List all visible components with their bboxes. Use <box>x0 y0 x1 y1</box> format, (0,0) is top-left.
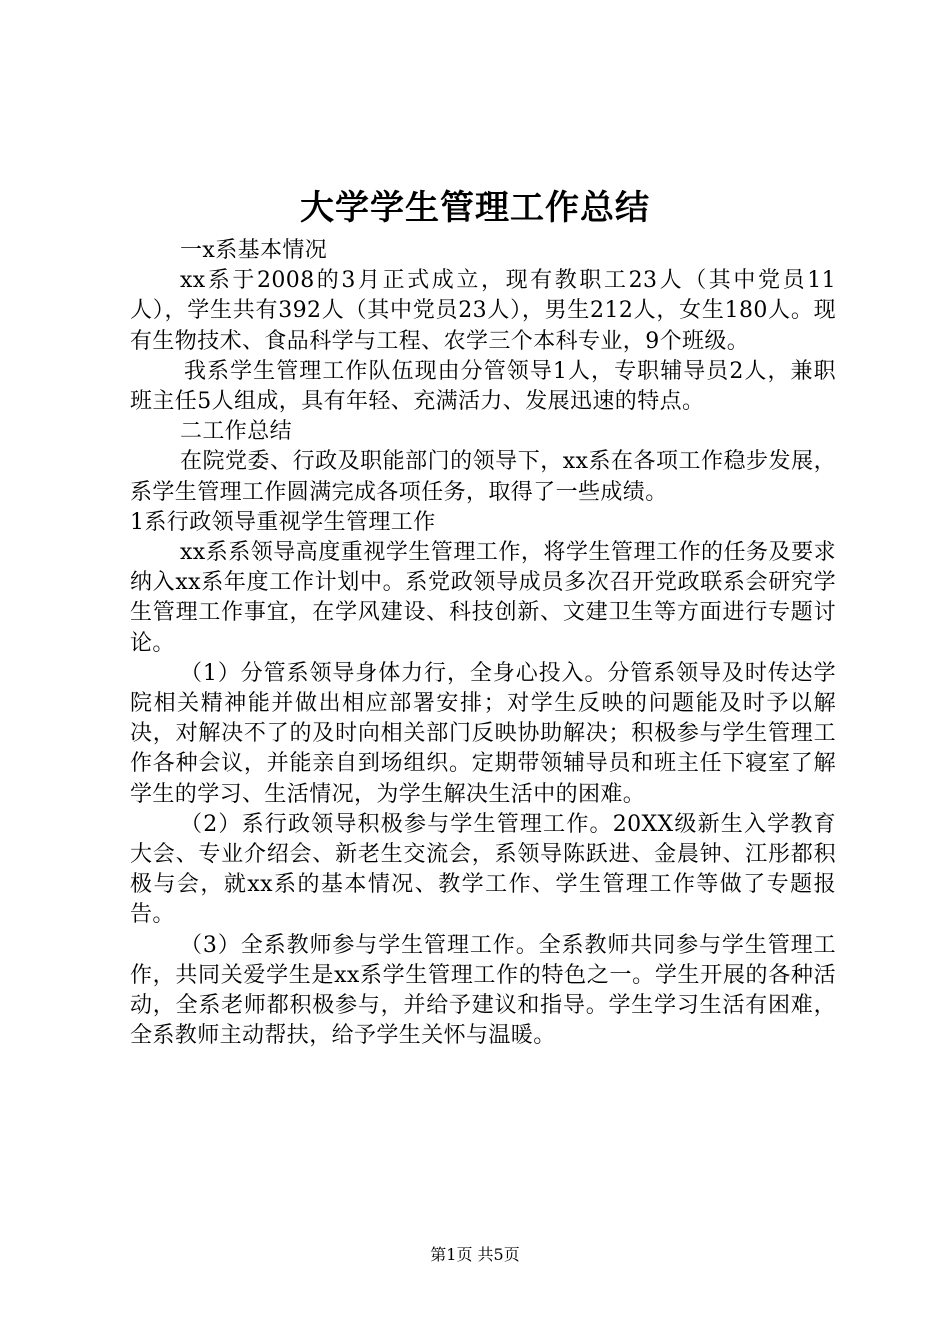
section-heading-work-summary: 二工作总结 <box>180 419 293 445</box>
section-heading-basic-info: 一x系基本情况 <box>180 238 328 263</box>
document-body <box>130 236 836 1051</box>
paragraph-department-overview: xx系于2008的3月正式成立，现有教职工23人（其中党员11人），学生共有392人（其中党员23人），男生212人，女生180人。现有生物技术、食品科学与工程、农学三个本科专业，9个班级。 <box>130 268 836 354</box>
subheading-leadership: 1系行政领导重视学生管理工作 <box>130 509 436 535</box>
page-indicator: 第1页 共5页 <box>430 1245 520 1264</box>
paragraph-management-team: 我系学生管理工作队伍现由分管领导1人，专职辅导员2人，兼职班主任5人组成，具有年轻、充满活力、发展迅速的特点。 <box>130 358 836 415</box>
paragraph-summary-intro: 在院党委、行政及职能部门的领导下，xx系在各项工作稳步发展，系学生管理工作圆满完成各项任务，取得了一些成绩。 <box>130 449 836 505</box>
document-title: 大学学生管理工作总结 <box>300 188 650 228</box>
paragraph-item-2: （2）系行政领导积极参与学生管理工作。20XX级新生入学教育大会、专业介绍会、新老生交流会，系领导陈跃进、金晨钟、江彤都积极与会，就xx系的基本情况、教学工作、学生管理工作等做了专题报告。 <box>130 811 836 928</box>
paragraph-leadership-attention: xx系系领导高度重视学生管理工作，将学生管理工作的任务及要求纳入xx系年度工作计划中。系党政领导成员多次召开党政联系会研究学生管理工作事宜，在学风建设、科技创新、文建卫生等方面进行专题讨论。 <box>130 540 836 656</box>
paragraph-item-1: （1）分管系领导身体力行，全身心投入。分管系领导及时传达学院相关精神能并做出相应部署安排；对学生反映的问题能及时予以解决，对解决不了的及时向相关部门反映协助解决；积极参与学生管理工作各种会议，并能亲自到场组织。定期带领辅导员和班主任下寝室了解学生的学习、生活情况，为学生解决生活中的困难。 <box>130 660 836 807</box>
paragraph-item-3: （3）全系教师参与学生管理工作。全系教师共同参与学生管理工作，共同关爱学生是xx系学生管理工作的特色之一。学生开展的各种活动，全系老师都积极参与，并给予建议和指导。学生学习生活有困难，全系教师主动帮扶，给予学生关怀与温暖。 <box>130 932 836 1049</box>
